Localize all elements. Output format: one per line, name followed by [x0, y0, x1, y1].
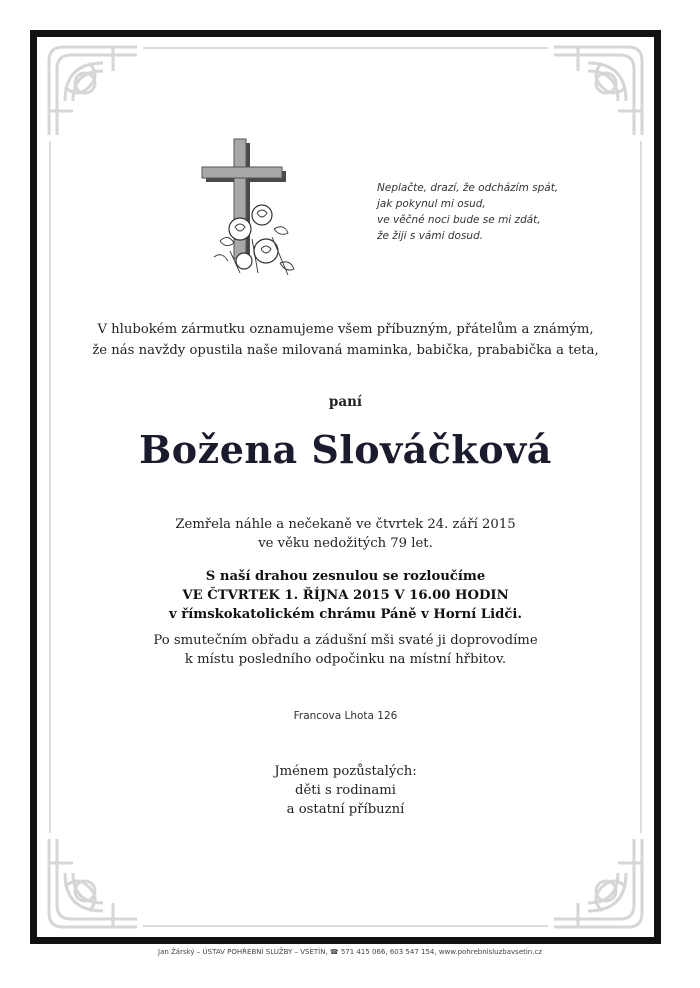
death-info-line: Zemřela náhle a nečekaně ve čtvrtek 24. září 2015	[175, 517, 516, 532]
border-rule-right	[640, 141, 642, 833]
intro-line: že nás navždy opustila naše milovaná maminka, babička, prababička a teta,	[92, 343, 599, 358]
poem-line: že žiji s vámi dosud.	[377, 230, 484, 242]
burial-info	[37, 631, 654, 669]
cross-with-roses-icon	[200, 133, 300, 283]
farewell-line: S naší drahou zesnulou se rozloučíme	[205, 569, 486, 584]
title-prefix: paní	[328, 394, 363, 410]
farewell-line: VE ČTVRTEK 1. ŘÍJNA 2015 V 16.00 HODIN	[182, 588, 509, 603]
death-info-line: ve věku nedožitých 79 let.	[258, 536, 433, 551]
intro-text	[37, 319, 654, 361]
farewell-info	[37, 567, 654, 624]
poem-line: ve věčné noci bude se mi zdát,	[377, 214, 541, 226]
corner-ornament-icon	[43, 41, 143, 141]
poem-line: Neplačte, drazí, že odcházím spát,	[377, 182, 559, 194]
mourners-signature	[37, 762, 654, 819]
corner-ornament-icon	[548, 41, 648, 141]
burial-line: Po smutečním obřadu a zádušní mši svaté ji doprovodíme	[153, 633, 538, 648]
corner-ornament-icon	[43, 833, 143, 933]
mourners-line: Jménem pozůstalých:	[274, 764, 417, 779]
poem-verse	[377, 180, 637, 244]
border-rule-top	[143, 47, 548, 49]
farewell-line: v římskokatolickém chrámu Páně v Horní Lidči.	[169, 607, 522, 622]
intro-line: V hlubokém zármutku oznamujeme všem příbuzným, přátelům a známým,	[97, 322, 594, 337]
mourners-line: a ostatní příbuzní	[286, 802, 405, 817]
mourners-line: děti s rodinami	[295, 783, 396, 798]
border-rule-left	[49, 141, 51, 833]
border-rule-bottom	[143, 925, 548, 927]
obituary-sheet	[30, 30, 661, 944]
funeral-service-footer: Jan Žárský – ÚSTAV POHŘEBNÍ SLUŽBY – VSETÍN, ☎ 571 415 066, 603 547 154, www.pohrebnisluzbavsetin.cz	[158, 948, 542, 956]
deceased-name: Božena Slováčková	[139, 427, 552, 472]
corner-ornament-icon	[548, 833, 648, 933]
burial-line: k místu posledního odpočinku na místní hřbitov.	[184, 652, 507, 667]
family-address: Francova Lhota 126	[293, 710, 398, 722]
poem-line: jak pokynul mi osud,	[377, 198, 486, 210]
death-info	[37, 515, 654, 553]
